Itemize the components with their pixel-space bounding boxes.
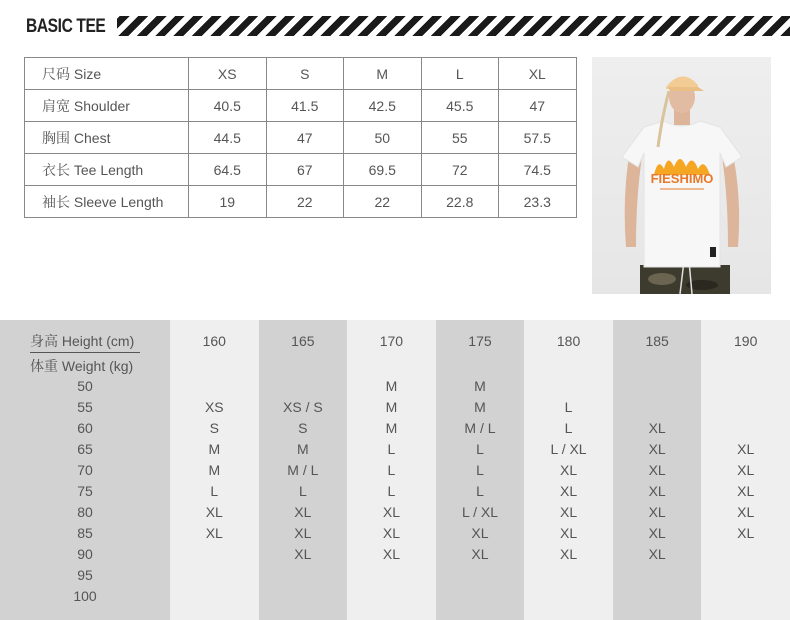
fit-size-cell — [347, 565, 436, 586]
height-column — [436, 320, 525, 620]
fit-size-cell: XL — [560, 525, 578, 541]
fit-size-cell: XL — [294, 546, 312, 562]
height-value: 175 — [468, 333, 492, 349]
height-column — [347, 320, 436, 620]
measurement-cell: 45.5 — [421, 90, 499, 122]
fit-size-cell — [259, 376, 348, 397]
fit-size-cell — [701, 397, 790, 418]
fit-size-cell — [170, 376, 259, 397]
measurement-cell: 50 — [344, 122, 422, 154]
fit-size-cell: XL — [205, 504, 223, 520]
fit-size-cell — [436, 565, 525, 586]
height-column — [613, 320, 702, 620]
measurement-cell: 22.8 — [421, 186, 499, 218]
fit-size-cell — [524, 376, 613, 397]
weight-value: 55 — [77, 399, 93, 415]
fit-size-cell: M — [474, 378, 486, 394]
measurement-cell: 47 — [499, 90, 577, 122]
fit-size-cell: L — [387, 462, 396, 478]
fit-size-cell: L — [476, 483, 484, 499]
fit-size-cell: L — [476, 462, 484, 478]
measurement-cell: 19 — [189, 186, 267, 218]
measurement-cell: 64.5 — [189, 154, 267, 186]
fit-size-cell — [701, 586, 790, 607]
fit-size-cell: XL — [648, 441, 666, 457]
fit-size-cell: M — [385, 420, 398, 436]
height-column — [524, 320, 613, 620]
fit-size-cell: L — [564, 420, 573, 436]
fit-size-cell: L — [387, 483, 396, 499]
fit-size-cell — [701, 565, 790, 586]
measurement-cell: 41.5 — [266, 90, 344, 122]
fit-size-cell: XL — [560, 483, 578, 499]
size-header-cell: M — [344, 58, 422, 90]
fit-size-cell: XL — [737, 462, 755, 478]
fit-size-cell — [701, 544, 790, 565]
fit-size-cell: XL — [560, 462, 578, 478]
fit-size-cell: M — [385, 399, 398, 415]
size-header-cell: XL — [499, 58, 577, 90]
fit-size-cell: M — [474, 399, 486, 415]
fit-size-cell — [524, 565, 613, 586]
model-photo — [592, 57, 771, 294]
weight-axis-label: 体重 Weight (kg) — [30, 358, 134, 374]
fit-size-cell: XL — [648, 462, 666, 478]
fit-size-cell — [701, 418, 790, 439]
fit-size-cell — [613, 565, 702, 586]
size-header-cell: L — [421, 58, 499, 90]
weight-value: 70 — [77, 462, 93, 478]
fit-size-cell: XL — [471, 546, 489, 562]
shirt-print-text: FIESHIMO — [650, 171, 714, 186]
fit-size-cell — [436, 586, 525, 607]
height-axis-label: 身高 Height (cm) — [30, 333, 135, 349]
camo-patch — [648, 273, 676, 285]
fit-size-cell — [170, 544, 259, 565]
measurement-cell: 55 — [421, 122, 499, 154]
fit-size-cell: XL — [737, 504, 755, 520]
fit-size-cell — [259, 565, 348, 586]
measurement-cell: 47 — [266, 122, 344, 154]
fit-size-cell: XL — [737, 525, 755, 541]
measurement-row — [25, 154, 577, 186]
size-header-cell: XS — [189, 58, 267, 90]
measurement-cell: 67 — [266, 154, 344, 186]
fit-size-cell: XL — [382, 546, 400, 562]
fit-size-cell: M — [208, 462, 221, 478]
fit-size-cell — [524, 586, 613, 607]
fit-size-cell: XL — [560, 504, 578, 520]
measurement-cell: 44.5 — [189, 122, 267, 154]
measurement-cell: 42.5 — [344, 90, 422, 122]
measurement-cell: 40.5 — [189, 90, 267, 122]
fit-size-cell: XL — [648, 525, 666, 541]
weight-value: 95 — [77, 567, 93, 583]
weight-column — [0, 320, 170, 620]
measurement-row — [25, 90, 577, 122]
measurement-cell: 72 — [421, 154, 499, 186]
fit-size-cell: XL — [294, 525, 312, 541]
fit-size-cell — [701, 376, 790, 397]
fit-size-cell — [170, 586, 259, 607]
measurement-cell: 22 — [344, 186, 422, 218]
measurement-label: 肩宽 Shoulder — [25, 90, 189, 122]
measurement-cell: 22 — [266, 186, 344, 218]
weight-value: 90 — [77, 546, 93, 562]
model-illustration — [592, 57, 771, 294]
measurement-row — [25, 122, 577, 154]
measurement-label: 胸围 Chest — [25, 122, 189, 154]
fit-size-cell: XS — [204, 399, 224, 415]
height-value: 165 — [291, 333, 315, 349]
fit-size-cell: M — [385, 378, 398, 394]
weight-value: 85 — [77, 525, 93, 541]
fit-size-cell: L — [298, 483, 307, 499]
fit-size-cell: XL — [737, 483, 755, 499]
fit-size-cell — [613, 586, 702, 607]
fit-size-cell: L — [210, 483, 219, 499]
measurement-row — [25, 186, 577, 218]
fit-size-cell — [259, 586, 348, 607]
fit-size-cell — [347, 586, 436, 607]
weight-value: 50 — [77, 378, 93, 394]
size-header-cell: S — [266, 58, 344, 90]
height-value: 170 — [379, 333, 404, 349]
fit-size-cell: L — [387, 441, 396, 457]
fit-size-cell: XL — [382, 525, 400, 541]
tshirt-tag — [710, 247, 716, 257]
height-column — [701, 320, 790, 620]
fit-size-cell: XL — [294, 504, 312, 520]
height-value: 190 — [734, 333, 758, 349]
fit-size-cell: XL — [471, 525, 489, 541]
height-value: 160 — [202, 333, 226, 349]
fit-size-cell: L / XL — [550, 441, 587, 457]
fit-size-cell: XL — [382, 504, 400, 520]
height-column — [259, 320, 348, 620]
size-header-row — [25, 58, 577, 90]
measurement-cell: 23.3 — [499, 186, 577, 218]
weight-value: 80 — [77, 504, 93, 520]
fit-size-cell: XL — [648, 420, 666, 436]
weight-value: 100 — [73, 588, 97, 604]
fit-size-cell: L — [564, 399, 573, 415]
fit-size-cell: M — [208, 441, 221, 457]
height-value: 180 — [556, 333, 581, 349]
weight-value: 60 — [77, 420, 93, 436]
fit-size-cell: L — [476, 441, 484, 457]
fit-size-cell: XL — [648, 483, 666, 499]
height-value: 185 — [645, 333, 669, 349]
size-header-label: 尺码 Size — [25, 58, 189, 90]
fit-size-cell: XL — [560, 546, 578, 562]
measurement-label: 衣长 Tee Length — [25, 154, 189, 186]
fit-size-cell: L / XL — [461, 504, 499, 520]
fit-size-cell: S — [298, 420, 308, 436]
fit-size-cell: XL — [648, 546, 666, 562]
weight-value: 75 — [77, 483, 93, 499]
fit-size-cell: XS / S — [283, 399, 323, 415]
fit-size-cell — [613, 397, 702, 418]
cap-brim — [668, 87, 704, 91]
fit-size-cell: M / L — [287, 462, 319, 478]
height-column — [170, 320, 259, 620]
stripe-divider — [117, 16, 790, 36]
tshirt-shape — [622, 121, 742, 267]
fit-size-cell: XL — [737, 441, 755, 457]
fit-size-cell — [613, 376, 702, 397]
fit-size-cell: S — [209, 420, 219, 436]
fit-size-cell: M / L — [464, 420, 496, 436]
measurement-cell: 74.5 — [499, 154, 577, 186]
fit-size-cell: XL — [648, 504, 666, 520]
measurement-cell: 57.5 — [499, 122, 577, 154]
fit-size-cell — [170, 565, 259, 586]
fit-size-cell: M — [297, 441, 309, 457]
measurement-label: 袖长 Sleeve Length — [25, 186, 189, 218]
height-weight-fit-chart — [0, 320, 790, 620]
weight-value: 65 — [77, 441, 93, 457]
size-measurement-table — [24, 57, 577, 218]
page-title: BASIC TEE — [26, 16, 106, 37]
header-divider-line — [30, 352, 140, 353]
measurement-cell: 69.5 — [344, 154, 422, 186]
fit-size-cell: XL — [205, 525, 223, 541]
